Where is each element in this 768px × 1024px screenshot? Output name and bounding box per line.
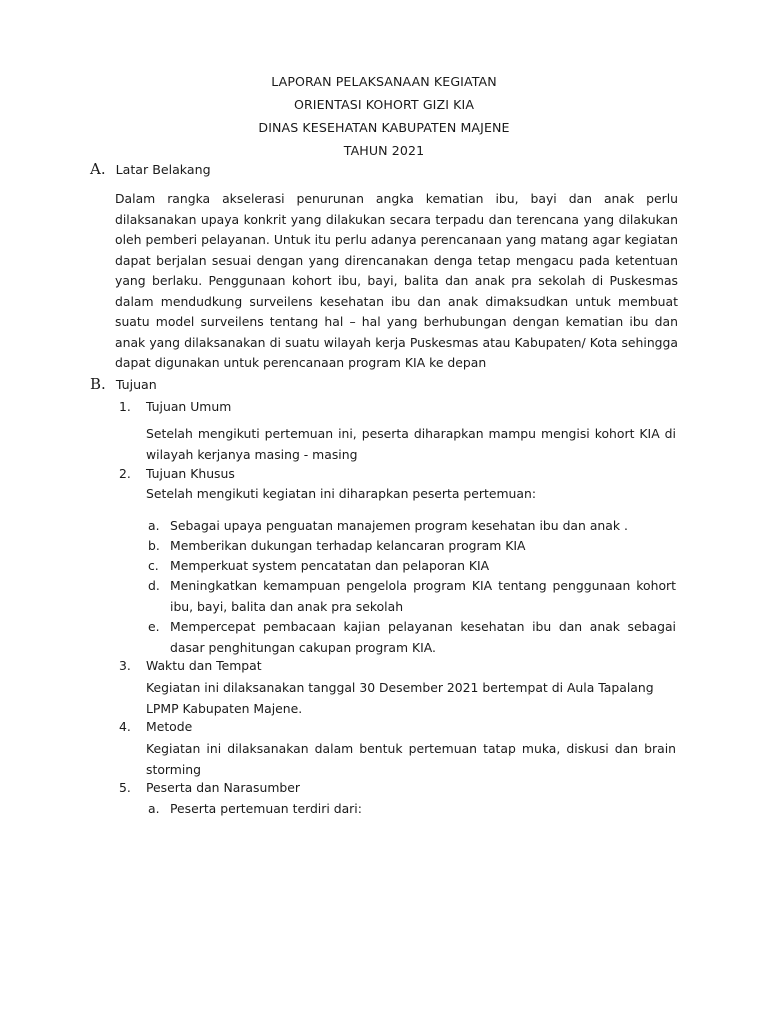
item-4-text: Kegiatan ini dilaksanakan dalam bentuk pertemuan tatap muka, diskusi dan brain storming — [146, 741, 676, 777]
subitem-2b-text: Memberikan dukungan terhadap kelancaran program KIA — [170, 538, 526, 553]
title-line-3: DINAS KESEHATAN KABUPATEN MAJENE — [258, 120, 510, 135]
section-a-paragraph: Dalam rangka akselerasi penurunan angka kematian ibu, bayi dan anak perlu dilaksanakan upaya konkrit yang dilakukan secara terpadu dan terencana yang dilakukan oleh pemberi pelayanan. Untuk itu perlu adanya perencanaan yang matang agar kegiatan dapat berjalan sesuai dengan yang direncanakan denga tetap mengacu pada ketentuan yang berlaku. Penggunaan kohort ibu, bayi, balita dan anak pra sekolah di Puskesmas dalam mendudkung surveilens kesehatan ibu dan anak dimaksudkan untuk membuat suatu model surveilens tentang hal – hal yang berhubungan dengan kematian ibu dan anak yang dilaksanakan di suatu wilayah kerja Puskesmas atau Kabupaten/ Kota sehingga dapat digunakan untuk perencanaan program KIA ke depan — [115, 191, 678, 370]
subitem-2c-text: Memperkuat system pencatatan dan pelaporan KIA — [170, 558, 490, 573]
section-b-heading — [90, 375, 157, 393]
section-a-title: Latar Belakang — [115, 162, 211, 177]
subitem-5a-text: Peserta pertemuan terdiri dari: — [170, 801, 362, 816]
title-line-1: LAPORAN PELAKSANAAN KEGIATAN — [271, 74, 497, 89]
title-line-2: ORIENTASI KOHORT GIZI KIA — [293, 97, 475, 112]
subitem-2e-text: Mempercepat pembacaan kajian pelayanan kesehatan ibu dan anak sebagai dasar penghitungan cakupan program KIA. — [170, 619, 676, 655]
section-b-letter: B. — [90, 375, 106, 393]
item-4-number: 4. — [119, 719, 131, 734]
item-1-text: Setelah mengikuti pertemuan ini, peserta diharapkan mampu mengisi kohort KIA di wilayah kerjanya masing - masing — [146, 426, 676, 462]
item-1-title: Tujuan Umum — [146, 399, 232, 414]
item-3-title: Waktu dan Tempat — [146, 658, 262, 673]
subitem-2b-letter: b. — [148, 538, 160, 553]
document-title — [0, 70, 768, 162]
item-2-title: Tujuan Khusus — [146, 466, 235, 481]
subitem-2d-letter: d. — [148, 578, 160, 593]
item-4-title: Metode — [146, 719, 193, 734]
title-line-4: TAHUN 2021 — [343, 143, 425, 158]
subitem-2d-text: Meningkatkan kemampuan pengelola program KIA tentang penggunaan kohort ibu, bayi, balita dan anak pra sekolah — [170, 578, 676, 614]
item-5-number: 5. — [119, 780, 131, 795]
subitem-5a-letter: a. — [148, 801, 160, 816]
item-3-number: 3. — [119, 658, 131, 673]
subitem-2a-letter: a. — [148, 518, 160, 533]
item-3-text: Kegiatan ini dilaksanakan tanggal 30 Desember 2021 bertempat di Aula Tapalang LPMP Kabupaten Majene. — [146, 680, 654, 716]
subitem-2a-text: Sebagai upaya penguatan manajemen program kesehatan ibu dan anak . — [170, 518, 628, 533]
subitem-2c-letter: c. — [148, 558, 159, 573]
item-2-number: 2. — [119, 466, 131, 481]
item-1-number: 1. — [119, 399, 131, 414]
section-b-title: Tujuan — [115, 377, 157, 392]
item-5-title: Peserta dan Narasumber — [146, 780, 300, 795]
section-a-heading — [90, 160, 211, 178]
item-2-text: Setelah mengikuti kegiatan ini diharapkan peserta pertemuan: — [146, 486, 537, 501]
section-a-letter: A. — [90, 160, 106, 178]
subitem-2e-letter: e. — [148, 619, 160, 634]
